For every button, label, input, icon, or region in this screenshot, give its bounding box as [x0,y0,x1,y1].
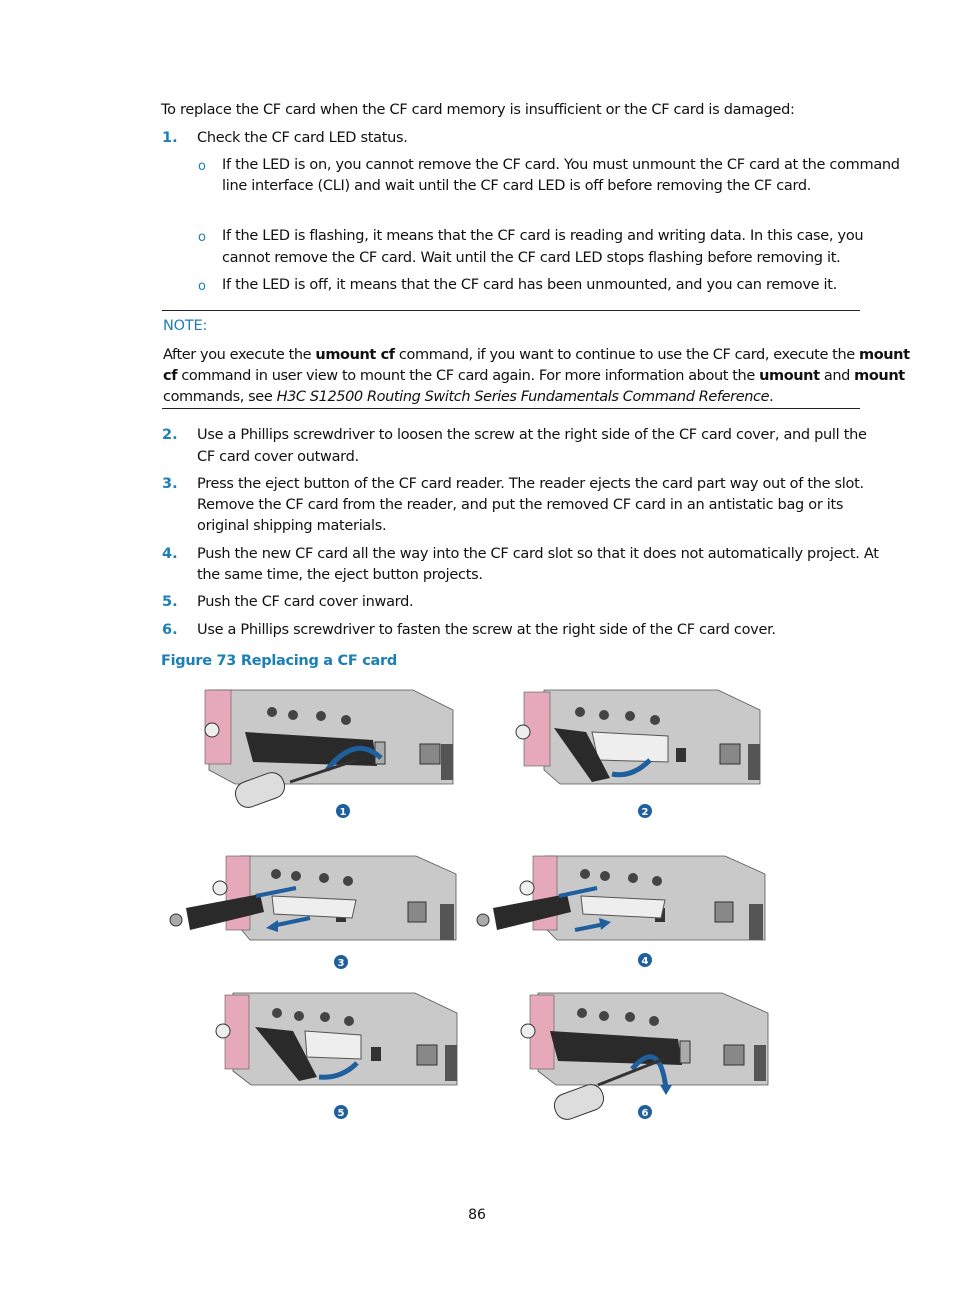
step-number: 6. [162,622,178,638]
sub-bullet: o [198,279,206,294]
figure-label-6: 6 [641,1108,649,1119]
figure-panel-5 [195,985,470,1120]
step-text: the same time, the eject button projects. [197,567,483,583]
step-text: Push the new CF card all the way into the CF card slot so that it does not automatically project. At [197,546,879,562]
step-text: Push the CF card cover inward. [197,594,414,610]
sub-bullet: o [198,159,206,174]
figure-panel-2 [500,682,770,827]
step-number: 1. [162,130,178,146]
note-label: NOTE: [163,318,208,334]
intro-text: To replace the CF card when the CF card memory is insufficient or the CF card is damaged: [161,102,795,118]
step-text: original shipping materials. [197,518,387,534]
step-number: 4. [162,546,178,562]
figure-label-2: 2 [641,807,649,818]
note-bottom-rule [162,408,860,409]
step-text: Check the CF card LED status. [197,130,408,146]
sub-text: If the LED is flashing, it means that the CF card is reading and writing data. In this case, you [222,228,864,244]
step-text: Remove the CF card from the reader, and put the removed CF card in an antistatic bag or its [197,497,844,513]
note-line: cf command in user view to mount the CF card again. For more information about the umount and mount [163,368,905,384]
step-number: 3. [162,476,178,492]
figure-label-5: 5 [337,1108,345,1119]
page-number: 86 [468,1207,486,1223]
step-text: Use a Phillips screwdriver to loosen the screw at the right side of the CF card cover, and pull the [197,427,867,443]
step-number: 5. [162,594,178,610]
figure-panel-3 [160,848,460,978]
sub-text: If the LED is on, you cannot remove the CF card. You must unmount the CF card at the command [222,157,900,173]
step-text: Use a Phillips screwdriver to fasten the screw at the right side of the CF card cover. [197,622,776,638]
figure-panel-6 [500,985,775,1120]
sub-text: line interface (CLI) and wait until the CF card LED is off before removing the CF card. [222,178,812,194]
figure-label-4: 4 [641,956,649,967]
figure-panel-1 [195,682,465,827]
sub-text: If the LED is off, it means that the CF card has been unmounted, and you can remove it. [222,277,837,293]
note-top-rule [162,310,860,311]
figure-label-3: 3 [337,958,345,969]
figure-label-1: 1 [339,807,347,818]
sub-text: cannot remove the CF card. Wait until the CF card LED stops flashing before removing it. [222,250,841,266]
step-text: CF card cover outward. [197,449,359,465]
step-text: Press the eject button of the CF card reader. The reader ejects the card part way out of the slot. [197,476,864,492]
figure-caption: Figure 73 Replacing a CF card [161,653,397,669]
figure-panel-4 [465,848,770,978]
note-line: commands, see H3C S12500 Routing Switch Series Fundamentals Command Reference. [163,389,774,405]
note-line: After you execute the umount cf command, if you want to continue to use the CF card, execute the mount [163,347,910,363]
sub-bullet: o [198,230,206,245]
step-number: 2. [162,427,178,443]
